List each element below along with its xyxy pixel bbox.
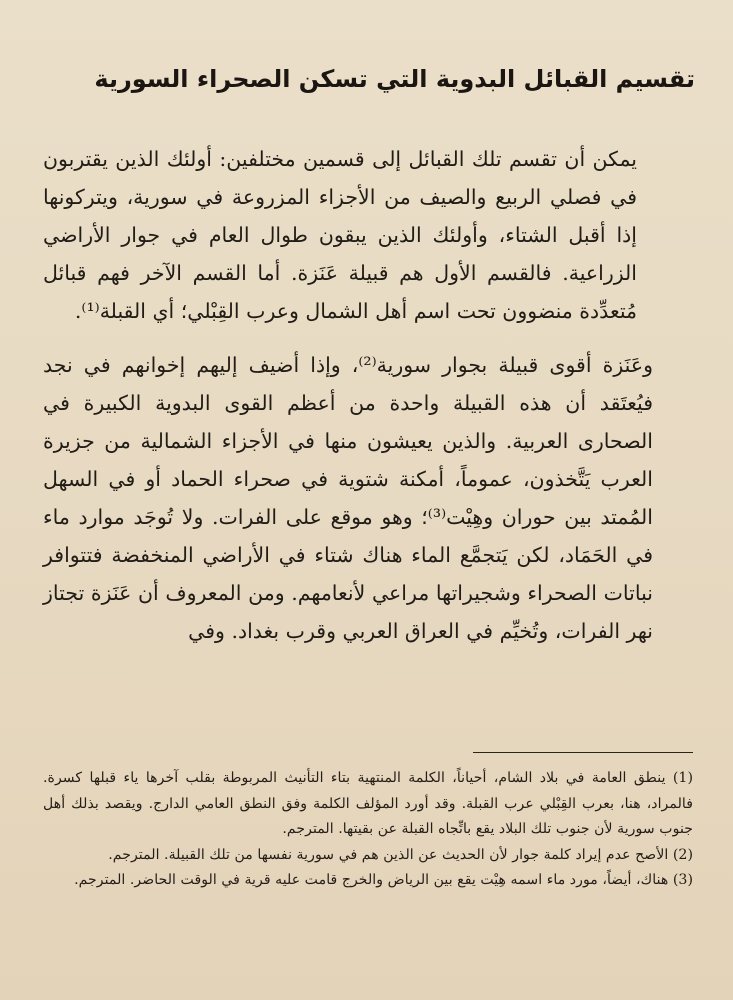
- footnote-3: (3) هناك، أيضاً، مورد ماء اسمه هِيْت يقع بين الرياض والخرج قامت عليه قرية في الوقت الحاضر. المترجم.: [74, 872, 693, 888]
- footnote-1: (1) ينطق العامة في بلاد الشام، أحياناً، الكلمة المنتهية بتاء التأنيث المربوطة بقلب آخرها ياء قبلها كسرة. فالمراد، هنا، بعرب القِبْلي عرب القبلة. وقد أورد المؤلف الكلمة وفق النطق العامي الدارج. ويقصد بذلك أهل جنوب سورية لأن جنوب تلك البلاد يقع باتِّجاه القبلة عن بقيتها. المترجم.: [43, 770, 693, 837]
- footnote-2: (2) الأصح عدم إيراد كلمة جوار لأن الحديث عن الذين هم في سورية نفسها من تلك القبيلة. المترجم.: [108, 846, 693, 863]
- main-text: [43, 140, 693, 650]
- footnotes: [43, 766, 693, 894]
- paragraph-1: يمكن أن تقسم تلك القبائل إلى قسمين مختلفين: أولئك الذين يقتربون في فصلي الربيع والصيف من الأجزاء المزروعة في سورية، ويتركونها إذا أقبل الشتاء، وأولئك الذين يبقون طوال العام في جوار الأراضي الزراعية. فالقسم الأول هم قبيلة عَنَزة. أما القسم الآخر فهم قبائل مُتعدِّدة منضوون تحت اسم أهل الشمال وعرب القِبْلي؛ أي القبلة⁽¹⁾.: [43, 147, 637, 323]
- paragraph-2: وعَنَزة أقوى قبيلة بجوار سورية⁽²⁾، وإذا أضيف إليهم إخوانهم في نجد فيُعتَقد أن هذه القبيلة واحدة من أعظم القوى البدوية الكبيرة في الصحارى العربية. والذين يعيشون منها في الأجزاء الشمالية من جزيرة العرب يَتَّخذون، عموماً، أمكنة شتوية في صحراء الحماد أو في السهل المُمتد بين حوران وهِيْت⁽³⁾؛ وهو موقع على الفرات. ولا تُوجَد موارد ماء في الحَمَاد، لكن يَتجمَّع الماء هناك شتاء في الأراضي المنخفضة فتتوافر نباتات الصحراء وشجيراتها مراعي لأنعامهم. ومن المعروف أن عَنَزة تجتاز نهر الفرات، وتُخيِّم في العراق العربي وقرب بغداد. وفي: [43, 353, 653, 643]
- footnote-separator: [473, 752, 693, 753]
- chapter-heading: تقسيم القبائل البدوية التي تسكن الصحراء السورية: [94, 65, 695, 93]
